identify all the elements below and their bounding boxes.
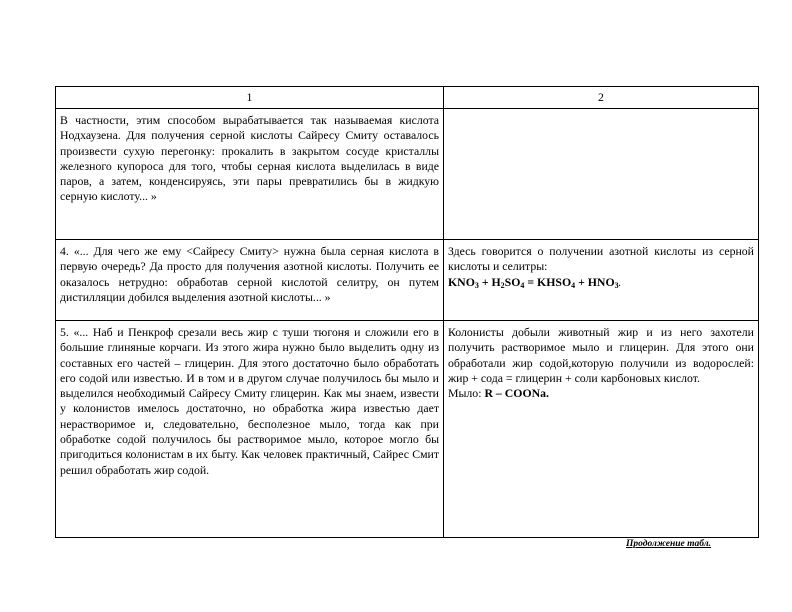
row-3-left-cell: 5. «... Наб и Пенкроф срезали весь жир с туши тюгоня и сложили его в большие глиняные корчаги. Из этого жира нужно было выделить одну из составных его частей – глицерин. Для этого достаточно было обработать его содой или известью. И в том и в другом случае получилось бы мыло и выделился необходимый Сайресу Смиту глицерин. Как мы знаем, извести у колонистов имелось достаточно, но обработка жира известью дает нерастворимое и, следовательно, бесполезное мыло, тогда как при обработке содой получилось бы растворимое мыло, которое могло бы пригодиться колонистам в их быту. Как человек практичный, Сайрес Смит решил обработать жир содой.	[56, 321, 444, 538]
table-header-row	[56, 87, 759, 109]
soap-formula: R – COONa.	[484, 386, 549, 401]
column-header-2: 2	[444, 87, 759, 109]
nitric-acid-equation: $KNO_3 + H_2SO_4$ = $KHSO_4 + HNO_3$.	[448, 274, 621, 290]
table-row	[56, 109, 759, 240]
row-1-left-cell: В частности, этим способом вырабатывается так называемая кислота Нодхаузена. Для получения серной кислоты Сайресу Смиту оставалось произвести сухую перегонку: прокалить в закрытом сосуде кристаллы железного купороса для того, чтобы серная кислота выделилась в виде паров, а затем, конденсируясь, эти пары превратились бы в жидкую серную кислоту... »	[56, 109, 444, 240]
row-2-left-cell: 4. «... Для чего же ему <Сайресу Смиту> нужна была серная кислота в первую очередь? Да просто для получения азотной кислоты. Получить ее оказалось нетрудно: обработав серной кислотой селитру, он путем дистилляции добился выделения азотной кислоты... »	[56, 240, 444, 321]
table-row	[56, 240, 759, 321]
content-table	[55, 86, 759, 538]
soap-label: Мыло:	[448, 386, 485, 401]
row-1-right-cell	[444, 109, 759, 240]
row-2-right-cell	[444, 240, 759, 321]
column-header-1: 1	[56, 87, 444, 109]
row-3-right-cell	[444, 321, 759, 538]
row-2-right-text: Здесь говорится о получении азотной кислоты из серной кислоты и селитры:	[448, 244, 754, 274]
row-3-right-text: Колонисты добыли животный жир и из него захотели получить растворимое мыло и глицерин. Для этого они обработали жир содой,которую получили из водорослей: жир + сода = глицерин + соли карбоновых кислот.	[448, 325, 754, 385]
continuation-note: Продолжение табл.	[626, 539, 712, 549]
table-row	[56, 321, 759, 538]
